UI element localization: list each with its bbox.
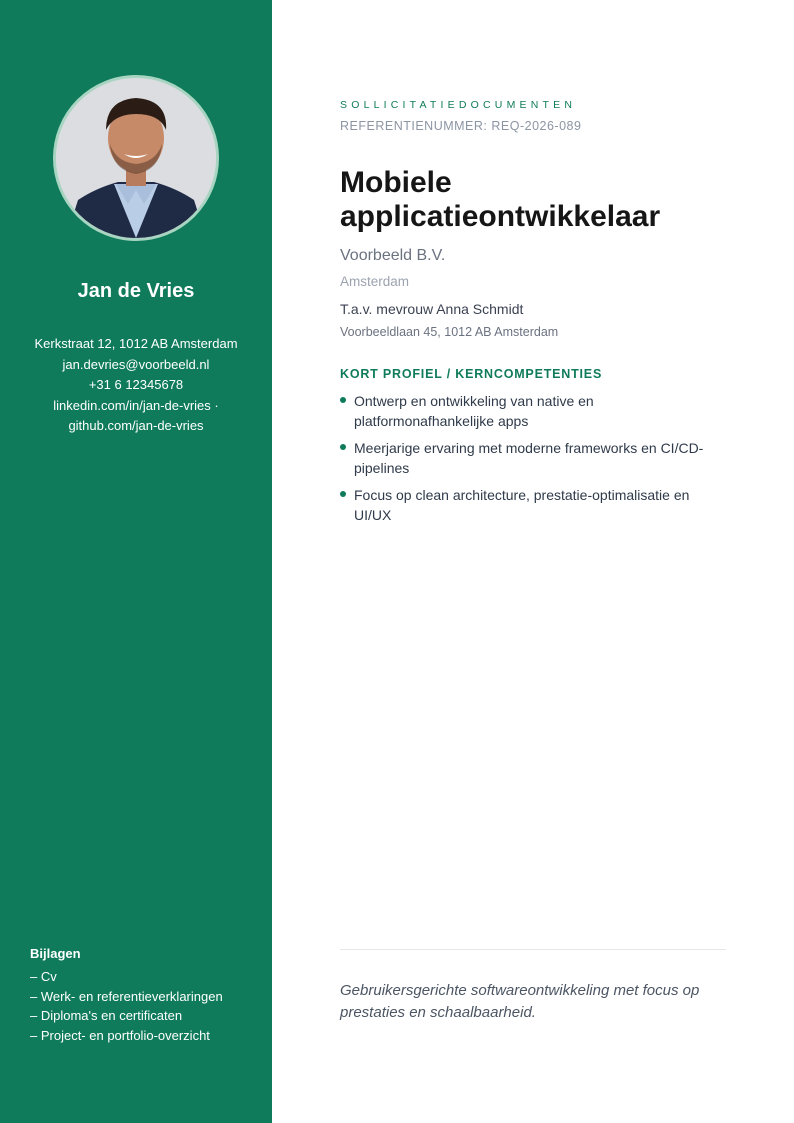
- bullet-icon: [340, 397, 346, 403]
- contact-linkedin[interactable]: linkedin.com/in/jan-de-vries ·: [53, 397, 219, 413]
- list-item: [340, 391, 725, 431]
- reference-number: REFERENTIENUMMER: REQ-2026-089: [340, 119, 582, 133]
- list-item-text: Meerjarige ervaring met moderne frameworks en CI/CD-pipelines: [354, 440, 704, 476]
- attachments-list: [30, 946, 260, 1045]
- contact-details: [0, 334, 272, 437]
- company-city: Amsterdam: [340, 274, 410, 289]
- applicant-name: Jan de Vries: [77, 280, 195, 302]
- attachment-item: – Werk- en referentieverklaringen: [30, 988, 223, 1004]
- list-item-text: Focus op clean architecture, prestatie-optimalisatie en UI/UX: [354, 487, 690, 523]
- profile-photo: [53, 75, 219, 241]
- portrait-image: [56, 78, 216, 238]
- profile-heading: KORT PROFIEL / KERNCOMPETENTIES: [340, 367, 603, 381]
- recipient-attention: T.a.v. mevrouw Anna Schmidt: [340, 301, 524, 317]
- recipient-address: Voorbeeldlaan 45, 1012 AB Amsterdam: [340, 325, 559, 339]
- document-label: SOLLICITATIEDOCUMENTEN: [340, 99, 577, 111]
- sidebar: [0, 0, 272, 1123]
- contact-address: Kerkstraat 12, 1012 AB Amsterdam: [34, 336, 238, 351]
- contact-phone[interactable]: +31 6 12345678: [88, 377, 184, 392]
- attachment-item: – Diploma's en certificaten: [30, 1008, 183, 1023]
- list-item-text: Ontwerp en ontwikkeling van native en platformonafhankelijke apps: [354, 393, 594, 429]
- bullet-icon: [340, 444, 346, 450]
- bullet-icon: [340, 491, 346, 497]
- contact-email[interactable]: jan.devries@voorbeeld.nl: [62, 356, 210, 372]
- attachment-item: – Cv: [30, 969, 57, 984]
- list-item: [340, 438, 725, 478]
- profile-list: [340, 391, 725, 532]
- contact-github[interactable]: github.com/jan-de-vries: [68, 418, 204, 433]
- job-title: Mobiele applicatieontwikkelaar: [340, 166, 661, 233]
- divider: [340, 949, 726, 950]
- list-item: [340, 485, 725, 525]
- attachments-title: Bijlagen: [30, 946, 81, 961]
- attachment-item: – Project- en portfolio-overzicht: [30, 1027, 210, 1043]
- tagline: Gebruikersgerichte softwareontwikkeling met focus op prestaties en schaalbaarheid.: [340, 982, 700, 1021]
- company-name: Voorbeeld B.V.: [340, 247, 446, 264]
